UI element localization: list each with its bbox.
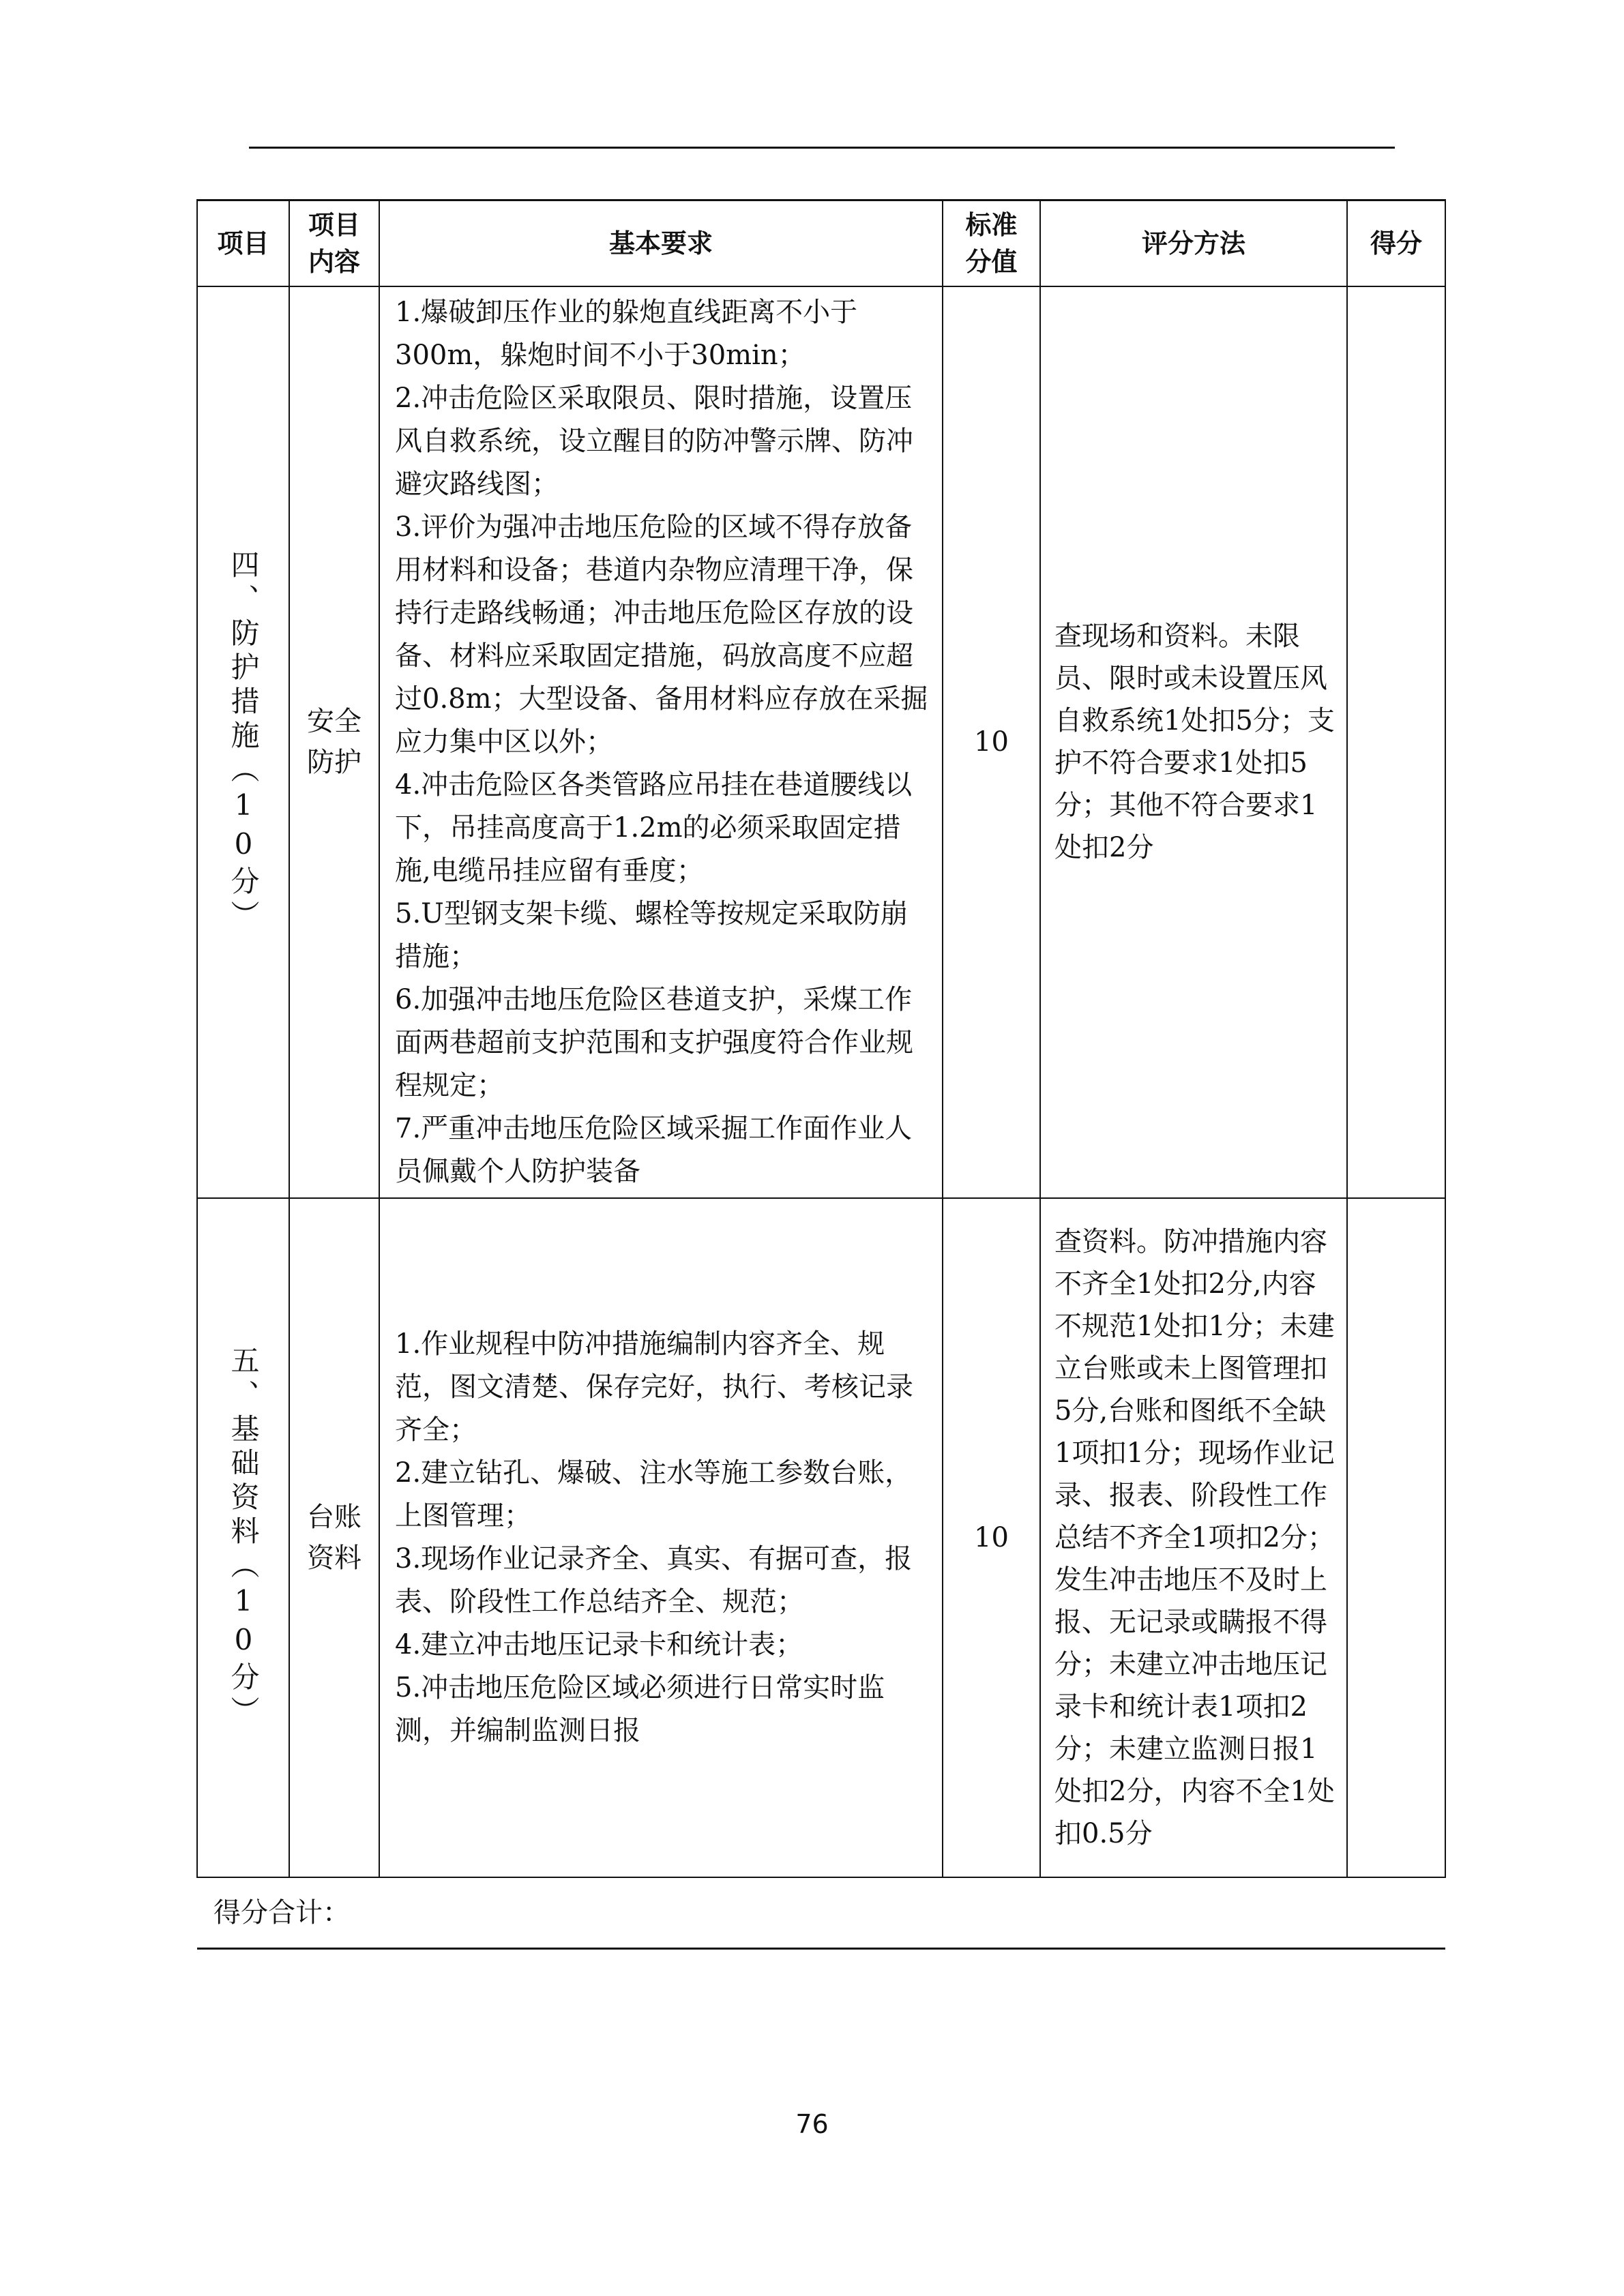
standard-score-cell: 10 bbox=[943, 1198, 1040, 1877]
content-cell: 安全防护 bbox=[289, 286, 379, 1198]
total-score-label: 得分合计： bbox=[197, 1877, 1445, 1949]
project-cell: 五、基础资料（10分） bbox=[197, 1198, 289, 1877]
requirement-item: 3.评价为强冲击地压危险的区域不得存放备用材料和设备；巷道内杂物应清理干净，保持行走路线畅通；冲击地压危险区存放的设备、材料应采取固定措施，码放高度不应超过0.8m；大型设备、备用材料应存放在采掘应力集中区以外； bbox=[395, 511, 928, 758]
requirement-item: 7.严重冲击地压危险区域采掘工作面作业人员佩戴个人防护装备 bbox=[395, 1112, 913, 1187]
requirements-cell bbox=[379, 286, 943, 1198]
requirement-item: 6.加强冲击地压危险区巷道支护，采煤工作面两巷超前支护范围和支护强度符合作业规程规定； bbox=[395, 983, 913, 1101]
header-rule bbox=[249, 147, 1395, 149]
table-row bbox=[197, 286, 1445, 1198]
project-cell: 四、防护措施（10分） bbox=[197, 286, 289, 1198]
table-header-row bbox=[197, 200, 1445, 286]
requirement-item: 3.现场作业记录齐全、真实、有据可查，报表、阶段性工作总结齐全、规范； bbox=[395, 1542, 913, 1617]
score-cell bbox=[1347, 286, 1445, 1198]
requirement-item: 1.爆破卸压作业的躲炮直线距离不小于300m，躲炮时间不小于30min； bbox=[395, 296, 858, 371]
requirement-item: 5.冲击地压危险区域必须进行日常实时监测，并编制监测日报 bbox=[395, 1671, 885, 1746]
scoring-method-cell: 查资料。防冲措施内容不齐全1处扣2分,内容不规范1处扣1分；未建立台账或未上图管理扣5分,台账和图纸不全缺1项扣1分；现场作业记录、报表、阶段性工作总结不齐全1项扣2分；发生冲击地压不及时上报、无记录或瞒报不得分；未建立冲击地压记录卡和统计表1项扣2分；未建立监测日报1处扣2分，内容不全1处扣0.5分 bbox=[1040, 1198, 1347, 1877]
requirement-item: 2.建立钻孔、爆破、注水等施工参数台账，上图管理； bbox=[395, 1457, 913, 1532]
scoring-method-cell: 查现场和资料。未限员、限时或未设置压风自救系统1处扣5分；支护不符合要求1处扣5分；其他不符合要求1处扣2分 bbox=[1040, 286, 1347, 1198]
table-row bbox=[197, 1198, 1445, 1877]
header-standard: 标准分值 bbox=[943, 200, 1040, 286]
requirement-item: 1.作业规程中防冲措施编制内容齐全、规范，图文清楚、保存完好，执行、考核记录齐全； bbox=[395, 1328, 913, 1446]
requirements-cell bbox=[379, 1198, 943, 1877]
total-row bbox=[197, 1877, 1445, 1949]
requirement-item: 4.冲击危险区各类管路应吊挂在巷道腰线以下，吊挂高度高于1.2m的必须采取固定措施,电缆吊挂应留有垂度； bbox=[395, 769, 913, 886]
scoring-table bbox=[196, 199, 1446, 1950]
header-content: 项目内容 bbox=[289, 200, 379, 286]
content-cell: 台账资料 bbox=[289, 1198, 379, 1877]
standard-score-cell: 10 bbox=[943, 286, 1040, 1198]
page-number: 76 bbox=[795, 2109, 829, 2139]
header-requirement: 基本要求 bbox=[379, 200, 943, 286]
score-cell bbox=[1347, 1198, 1445, 1877]
requirement-item: 4.建立冲击地压记录卡和统计表； bbox=[395, 1628, 803, 1660]
requirement-item: 5.U型钢支架卡缆、螺栓等按规定采取防崩措施； bbox=[395, 897, 908, 972]
header-score: 得分 bbox=[1347, 200, 1445, 286]
header-method: 评分方法 bbox=[1040, 200, 1347, 286]
header-project: 项目 bbox=[197, 200, 289, 286]
requirement-item: 2.冲击危险区采取限员、限时措施，设置压风自救系统，设立醒目的防冲警示牌、防冲避灾路线图； bbox=[395, 382, 913, 500]
